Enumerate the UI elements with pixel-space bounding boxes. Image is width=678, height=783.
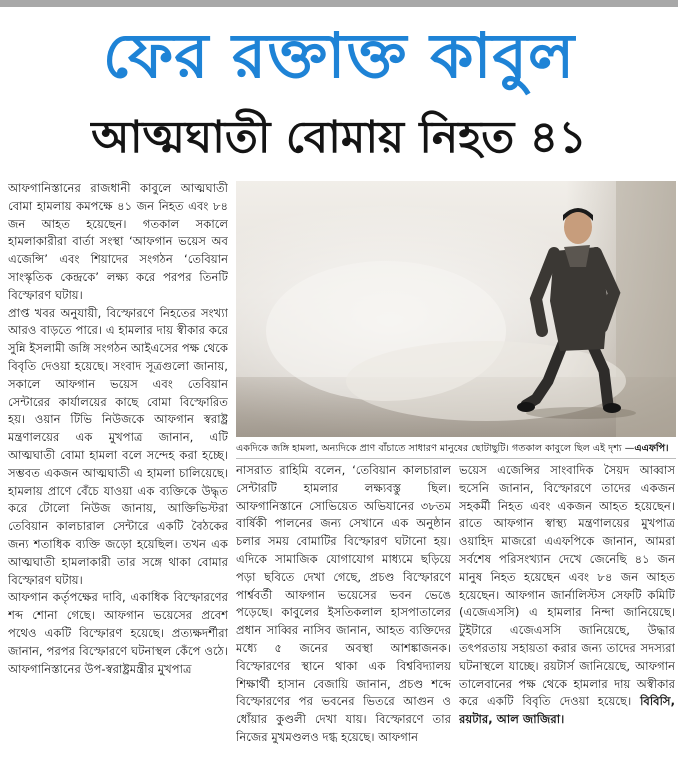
- caption-divider: [236, 458, 676, 459]
- article-paragraph: আফগান কর্তৃপক্ষের দাবি, একাধিক বিস্ফোরণের শব্দ শোনা গেছে। আফগান ভয়েসের প্রবেশ পথেও একটি বিস্ফোরণ হয়েছে। প্রত্যক্ষদর্শীরা জানান, পরপর বিস্ফোরণে ঘটনাস্থল কেঁপে ওঠে। আফগানিস্তানের উপ-স্বরাষ্ট্রমন্ত্রীর মুখপাত্র: [8, 590, 228, 676]
- article-column-middle: [236, 462, 451, 782]
- article-paragraph: [459, 462, 675, 729]
- news-photo: [236, 181, 676, 437]
- article-column-right: [459, 462, 675, 782]
- caption-credit: এএফপি।: [634, 443, 669, 454]
- running-man-photo-icon: [236, 181, 676, 437]
- article-paragraph: নাসরাত রাহিমি বলেন, ‘তেবিয়ান কালচারাল সেন্টারটি হামলার লক্ষ্যবস্তু ছিল। আফগানিস্তানে সোভিয়েত অভিযানের ৩৮তম বার্ষিকী পালনের জন্য সেখানে এক অনুষ্ঠান চলার সময় বোমাটির বিস্ফোরণ ঘটানো হয়। এদিকে সামাজিক যোগাযোগ মাধ্যমে ছড়িয়ে পড়া ছবিতে দেখা গেছে, প্রচণ্ড বিস্ফোরণে পার্শ্ববর্তী আফগান ভয়েসের ভবন ভেঙে পড়েছে। কাবুলের ইসতিকলাল হাসপাতালের প্রধান সাব্বির নাসিব জানান, আহত ব্যক্তিদের মধ্যে ৫ জনের অবস্থা আশঙ্কাজনক। বিস্ফোরণের স্থানে থাকা এক বিশ্ববিদ্যালয় শিক্ষার্থী হাসান বেজায়ি জানান, প্রচণ্ড শব্দে বিস্ফোরণের পর ভবনের ভিতরে আগুন ও ধোঁয়ার কুণ্ডলী দেখা যায়। বিস্ফোরণে তার নিজের মুখমণ্ডলও দগ্ধ হয়েছে। আফগান: [236, 463, 451, 744]
- article-column-left: [8, 180, 228, 780]
- article-paragraph: প্রাপ্ত খবর অনুযায়ী, বিস্ফোরণে নিহতের সংখ্যা আরও বাড়তে পারে। এ হামলার দায় স্বীকার করে সুন্নি ইসলামী জঙ্গি সংগঠন আইএসের পক্ষ থেকে বিবৃতি দেওয়া হয়েছে। সংবাদ সূত্রগুলো জানায়, সকালে আফগান ভয়েস এবং তেবিয়ান সেন্টারের কার্যালয়ের কাছে বোমা বিস্ফোরিত হয়। ওয়ান টিভি নিউজকে আফগান স্বরাষ্ট্র মন্ত্রণালয়ের এক মুখপাত্র জানান, এটি আত্মঘাতী বোমা হামলা বলে সন্দেহ করা হচ্ছে। সম্ভবত একজন আত্মঘাতী এ হামলা চালিয়েছে। হামলায় প্রাণে বেঁচে যাওয়া এক ব্যক্তিকে উদ্ধৃত করে টোলো নিউজ জানায়, আক্তিভিস্টরা তেবিয়ান কালচারাল সেন্টারে একটি বৈঠকের জন্য শতাধিক ব্যক্তি জড়ো হয়েছিল। তখন এক আত্মঘাতী হামলাকারী তার সঙ্গে থাকা বোমার বিস্ফোরণ ঘটায়।: [8, 305, 228, 587]
- subheadline: আত্মঘাতী বোমায় নিহত ৪১: [91, 112, 587, 163]
- photo-caption: [236, 440, 676, 458]
- article-paragraph: আফগানিস্তানের রাজধানী কাবুলে আত্মঘাতী বোমা হামলায় কমপক্ষে ৪১ জন নিহত এবং ৮৪ জন আহত হয়েছেন। গতকাল সকালে হামলাকারীরা বার্তা সংস্থা ‘আফগান ভয়েস অব এজেন্সি’ এবং শিয়াদের সংগঠন ‘তেবিয়ান সাংস্কৃতিক কেন্দ্রকে’ লক্ষ্য করে পরপর তিনটি বিস্ফোরণ ঘটায়।: [8, 181, 228, 302]
- article-sources: বিবিসি, রয়টার, আল জাজিরা।: [459, 694, 675, 727]
- headline: ফের রক্তাক্ত কাবুল: [102, 19, 576, 92]
- caption-text: একদিকে জঙ্গি হামলা, অন্যদিকে প্রাণ বাঁচাতে সাধারণ মানুষের ছোটাছুটি। গতকাল কাবুলে ছিল এই দৃশ্য —: [236, 443, 635, 454]
- article-text: ভয়েস এজেন্সির সাংবাদিক সৈয়দ আব্বাস হুসেনি জানান, বিস্ফোরণে তাদের একজন সহকর্মী নিহত এবং একজন আহত হয়েছেন। রাতে আফগান স্বাস্থ্য মন্ত্রণালয়ের মুখপাত্র ওয়াহিদ মাজরো এএফপিকে জানান, আমরা সর্বশেষ পরিসংখ্যান দেখে জেনেছি ৪১ জন মানুষ নিহত হয়েছেন এবং ৮৪ জন আহত হয়েছেন। আফগান জার্নালিস্টস সেফটি কমিটি (এজেএসসি) এ হামলার নিন্দা জানিয়েছে। টুইটারে এজেএসসি জানিয়েছে, উদ্ধার তৎপরতায় সহায়তা করার জন্য তাদের সদস্যরা ঘটনাস্থলে যাচ্ছে। রয়টার্স জানিয়েছে, আফগান তালেবানের পক্ষ থেকে হামলার দায় অস্বীকার করে একটি বিবৃতি দেওয়া হয়েছে।: [459, 463, 675, 709]
- top-rule: [0, 0, 678, 7]
